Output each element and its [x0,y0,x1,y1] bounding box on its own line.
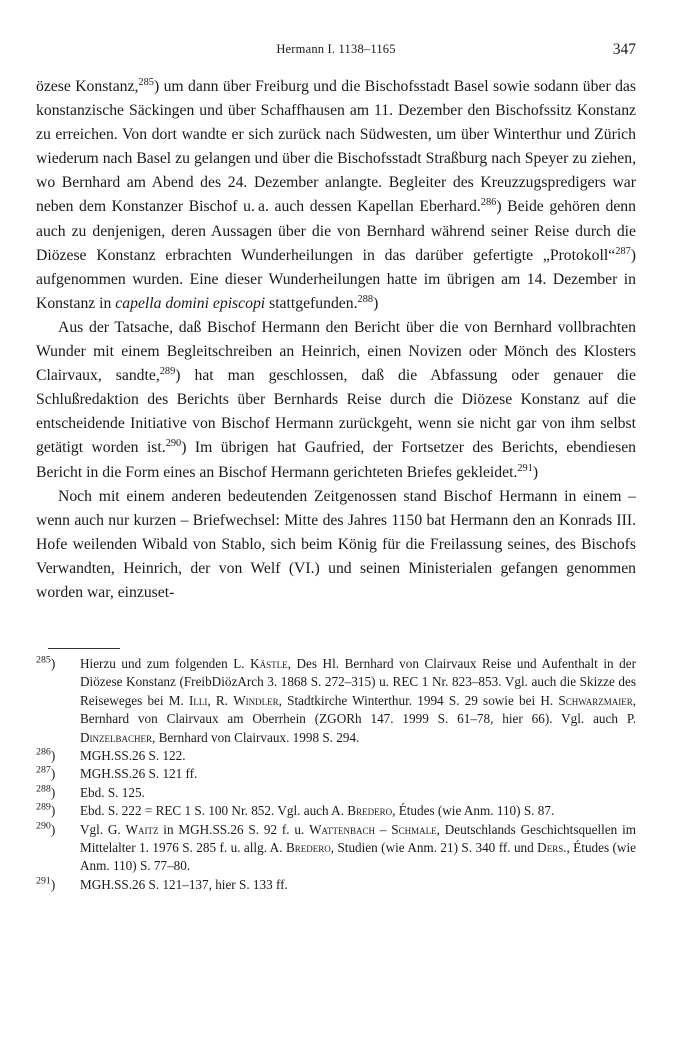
footnote-number: $^{286}$) [36,746,56,764]
text-run: ) Im übrigen hat Gaufried, der Fortsetzer des Berichts, ebendiesen Bericht in die Form eines an Bischof Hermann gerichteten Briefes gekleidet. [36,439,636,481]
footnote-divider [48,648,120,649]
footnote-text [80,655,636,747]
text-run: , R. [207,692,234,708]
author-name: Windler [233,692,279,708]
italic-text: capella domini episcopi [115,294,266,312]
running-head [36,41,636,61]
footnote-number-value: 289 [36,801,51,813]
text-run: Vgl. G. [80,821,126,837]
author-name: Bredero [285,840,331,856]
footnote-ref: 289 [159,365,176,377]
text-run: özese Konstanz, [36,78,139,95]
paragraph [36,485,636,605]
text-run: ) [532,463,539,481]
footnote-number-value: 286 [36,746,51,758]
author-name: Schmale [391,821,437,837]
footnote-number: $^{289}$) [36,801,56,819]
footnote-number: $^{290}$) [36,820,56,837]
author-name: Bredero [347,803,393,819]
footnote-number: $^{285}$) [36,654,56,671]
footnote-ref: 287 [615,245,631,257]
text-run: Ebd. S. 222 = REC 1 S. 100 Nr. 852. Vgl. auch A. [80,803,348,819]
footnote-number-value: 287 [36,765,51,777]
text-run: ) um dann über Freiburg und die Bischofsstadt Basel sowie sodann über das konstanzische Säckingen und über Schaffhausen am 11. Dezember den Bischofssitz Konstanz zu erreichen. Von dort wandte er sich zurück nach Südwesten, um über Winterthur und Zürich wiederum nach Basel zu gelangen und über die Bischofsstadt Straßburg nach Speyer zu ziehen, wo Bernhard am Abend des 24. Dezember anlangte. Begleiter des Kreuzzugspredigers war neben dem Konstanzer Bischof u. a. auch dessen Kapellan Eberhard. [36,78,636,216]
text-run: , Des Hl. Bernhard von Clairvaux Reise und Aufenthalt in der Diözese Konstanz (FreibDiözArch 3. 1868 S. 272–315) u. REC 1 Nr. 823–853. Vgl. auch die Skizze des Reiseweges bei M. [80,656,637,708]
running-title: Hermann I. 1138–1165 [276,42,396,56]
text-run: , Bernhard von Clairvaux am Oberrhein (ZGORh 147. 1999 S. 61–78, hier 66). Vgl. auch P. [80,692,637,727]
footnote-text [80,747,636,765]
footnote-ref: 290 [165,438,182,450]
footnote-ref: 288 [357,293,374,305]
main-text [36,75,636,605]
text-run: MGH.SS.26 S. 121–137, hier S. 133 ff. [80,876,288,892]
text-run: , Deutschlands Geschichtsquellen im Mittelalter 1. 1976 S. 285 f. u. allg. A. [80,821,637,856]
text-run: Noch mit einem anderen bedeutenden Zeitgenossen stand Bischof Hermann in einem – wenn auch nur kurzen – Briefwechsel: Mitte des Jahres 1150 bat Hermann den an Konrads III. Hofe weilenden Wibald von Stablo, sich beim König für die Freilassung seines, des Bischofs Verwandten, Heinrich, der von Welf (VI.) und seinen Ministerialen gefangen genommen worden war, einzuset- [36,487,636,601]
text-run: – [375,821,392,837]
text-run: MGH.SS.26 S. 121 ff. [80,766,198,782]
page-number: 347 [612,41,636,58]
text-run: , Bernhard von Clairvaux. 1998 S. 294. [152,729,360,745]
footnote-ref: 286 [480,197,497,209]
text-run: ) [373,294,379,312]
footnote-number-value: 288 [36,783,51,795]
text-run: Ebd. S. 125. [80,784,145,800]
footnote-ref: 291 [517,462,533,474]
text-run: , Stadtkirche Winterthur. 1994 S. 29 sowie bei H. [278,692,559,708]
author-name: Dinzelbacher [80,729,153,745]
footnote [36,765,636,783]
text-run: ) Beide gehören denn auch zu denjenigen, deren Aussagen über die von Bernhard während seiner Reise durch die Diözese Konstanz erbrachten Wunderheilungen in das darüber gefertigte „Protokoll“ [36,198,636,264]
footnote [36,802,636,820]
text-run: ) aufgenommen wurden. Eine dieser Wunderheilungen hatte im übrigen am 14. Dezember in Konstanz in [36,246,636,312]
footnote [36,876,636,894]
author-name: Ders. [537,840,567,856]
footnote-number-value: 285 [36,654,51,666]
text-run: Hierzu und zum folgenden L. [80,656,251,671]
footnote-text [80,802,636,820]
text-run: Aus der Tatsache, daß Bischof Hermann den Bericht über die von Bernhard vollbrachten Wunder mit einem Begleitschreiben an Heinrich, einen Novizen oder Mönch des Klosters Clairvaux, sandte, [36,318,636,385]
author-name: Schwarzmaier [558,692,633,708]
footnote-number-value: 290 [36,820,51,832]
footnote-number: $^{291}$) [36,875,56,892]
footnote-text [80,765,636,783]
footnote-number-value: 291 [36,875,51,887]
footnote [36,784,636,802]
footnote-text [80,821,636,876]
text-run: in MGH.SS.26 S. 92 f. u. [158,821,310,837]
author-name: Illi [189,692,208,708]
paragraph [36,75,636,316]
paragraph [36,316,636,485]
footnote [36,747,636,765]
footnote [36,655,636,747]
footnote-text [80,784,636,802]
author-name: Wattenbach [309,821,376,837]
footnote-number: $^{287}$) [36,765,56,782]
text-run: ) hat man geschlossen, daß die Abfassung oder genauer die Schlußredaktion des Berichts über Bernhards Reise durch die Diözese Konstanz auf die entscheidende Initiative von Bischof Hermann zurückgeht, wenn sie nicht gar von ihm selbst getätigt worden ist. [36,367,636,457]
author-name: Waitz [125,821,159,837]
footnote-ref: 285 [138,76,154,88]
footnote-text [80,876,636,894]
footnotes [36,655,636,894]
text-run: , Études (wie Anm. 110) S. 87. [392,803,555,819]
footnote [36,821,636,876]
text-run: MGH.SS.26 S. 122. [80,748,186,764]
text-run: stattgefunden. [265,294,358,312]
text-run: , Studien (wie Anm. 21) S. 340 ff. und [330,840,538,856]
footnote-number: $^{288}$) [36,783,56,800]
text-run: , Études (wie Anm. 110) S. 77–80. [80,840,636,874]
author-name: Kästle [250,656,288,671]
